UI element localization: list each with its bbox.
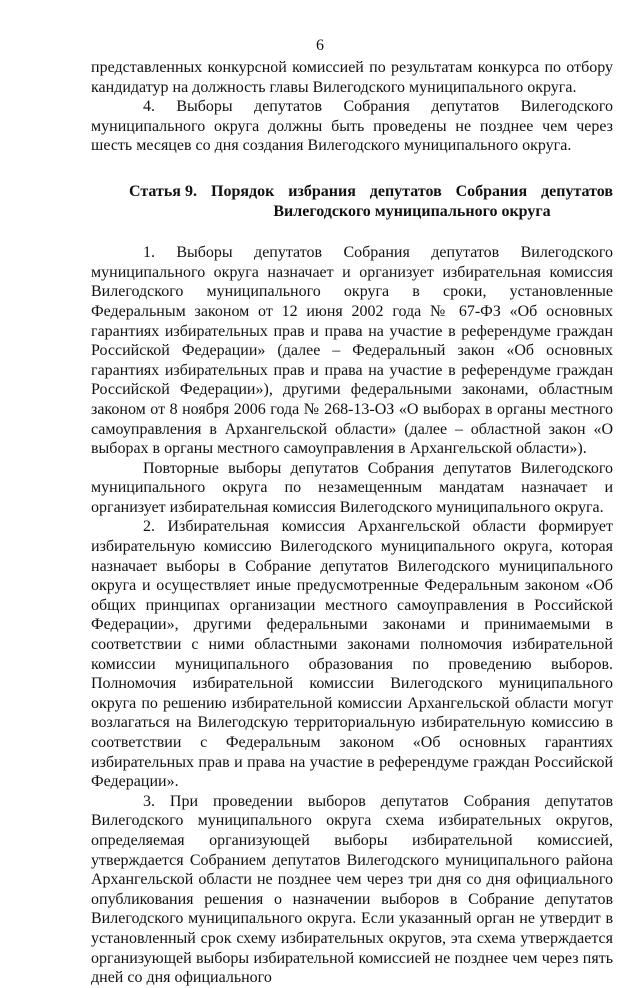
article-title: Порядок избрания депутатов Собрания депутатов Вилегодского муниципального округа [211, 182, 613, 220]
paragraph-repeat-elections: Повторные выборы депутатов Собрания депутатов Вилегодского муниципального округа по незамещенным мандатам назначает и организует избирательная комиссия Вилегодского муниципального округа. [91, 459, 613, 516]
document-body [91, 58, 613, 988]
paragraph-item-1: 1. Выборы депутатов Собрания депутатов Вилегодского муниципального округа назначает и организует избирательная комиссия Вилегодского муниципального округа в сроки, установленные Федеральным законом от 12 июня 2002 года № 67-ФЗ «Об основных гарантиях избирательных прав и права на участие в референдуме граждан Российской Федерации» (далее – Федеральный закон «Об основных гарантиях избирательных прав и права на участие в референдуме граждан Российской Федерации»), другими федеральными законами, областным законом от 8 ноября 2006 года № 268-13-ОЗ «О выборах в органы местного самоуправления в Архангельской области» (далее – областной закон «О выборах в органы местного самоуправления в Архангельской области»). [91, 244, 613, 458]
article-heading [91, 182, 613, 221]
article-number: Статья 9. [129, 182, 197, 200]
paragraph-continued: представленных конкурсной комиссией по результатам конкурса по отбору кандидатур на должность главы Вилегодского муниципального округа. [91, 59, 613, 96]
paragraph-item-2: 2. Избирательная комиссия Архангельской области формирует избирательную комиссию Вилегодского муниципального округа, которая назначает выборы в Собрание депутатов Вилегодского муниципального округа и осуществляет иные предусмотренные Федеральным законом «Об общих принципах организации местного самоуправления в Российской Федерации», другими федеральными законами и принимаемыми в соответствии с ними областными законами полномочия избирательной комиссии муниципального образования по проведению выборов. Полномочия избирательной комиссии Вилегодского муниципального округа по решению избирательной комиссии Архангельской области могут возлагаться на Вилегодскую территориальную избирательную комиссию в соответствии с Федеральным законом «Об основных гарантиях избирательных прав и права на участие в референдуме граждан Российской Федерации». [91, 518, 613, 791]
paragraph-item-3: 3. При проведении выборов депутатов Собрания депутатов Вилегодского муниципального округа схема избирательных округов, определяемая организующей выборы избирательной комиссией, утверждается Собранием депутатов Вилегодского муниципального района Архангельской области не позднее чем через три дня со дня официального опубликования решения о назначении выборов в Собрание депутатов Вилегодского муниципального округа. Если указанный орган не утвердит в установленный срок схему избирательных округов, эта схема утверждается организующей выборы избирательной комиссией не позднее чем через пять дней со дня официального [91, 792, 613, 987]
paragraph-item-4: 4. Выборы депутатов Собрания депутатов Вилегодского муниципального округа должны быть проведены не позднее чем через шесть месяцев со дня создания Вилегодского муниципального округа. [91, 98, 613, 155]
page-number: 6 [316, 37, 324, 54]
